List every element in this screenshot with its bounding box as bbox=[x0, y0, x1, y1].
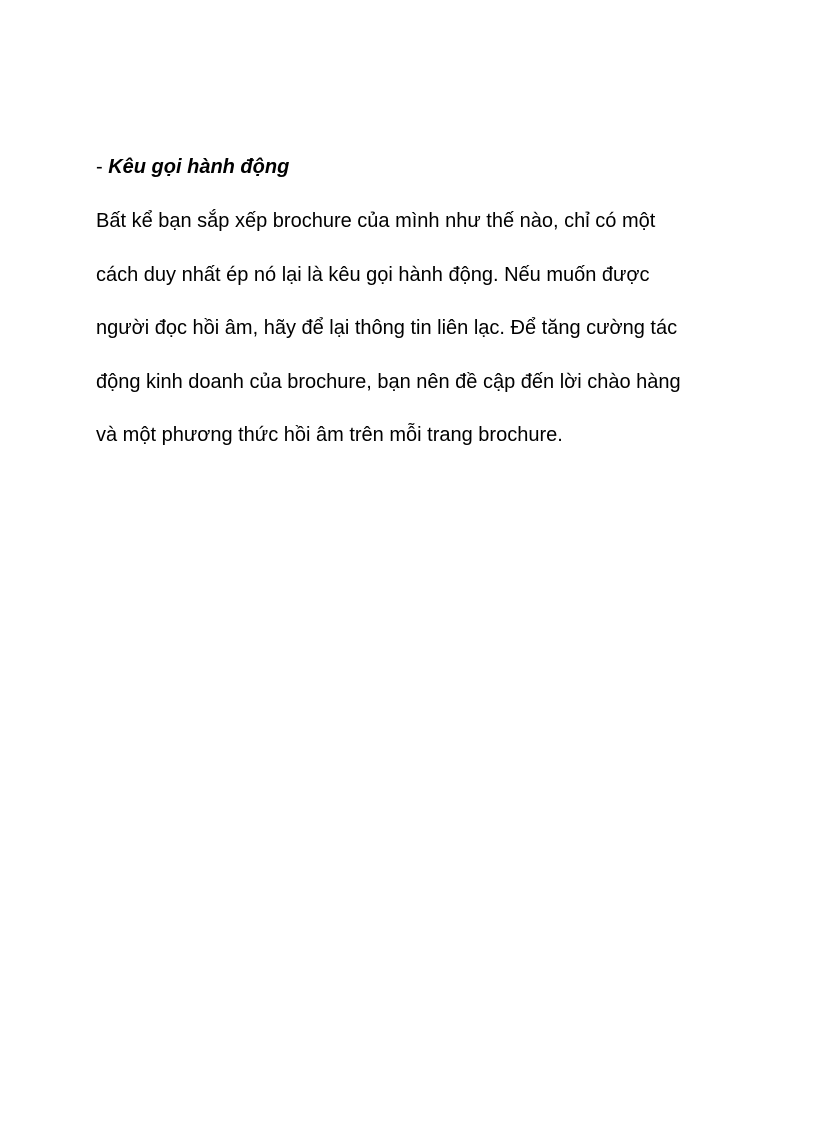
heading-title: Kêu gọi hành động bbox=[108, 156, 290, 178]
body-paragraph bbox=[96, 204, 736, 472]
paragraph-line: và một phương thức hồi âm trên mỗi trang brochure. bbox=[96, 424, 563, 446]
section-heading bbox=[96, 150, 736, 184]
heading-dash: - bbox=[96, 156, 109, 178]
paragraph-line: Bất kể bạn sắp xếp brochure của mình như thế nào, chỉ có một bbox=[96, 210, 656, 232]
paragraph-line: cách duy nhất ép nó lại là kêu gọi hành động. Nếu muốn được bbox=[96, 263, 650, 286]
paragraph-line: người đọc hồi âm, hãy để lại thông tin liên lạc. Để tăng cường tác bbox=[96, 317, 678, 339]
paragraph-line: động kinh doanh của brochure, bạn nên đề cập đến lời chào hàng bbox=[96, 370, 681, 393]
document-body bbox=[96, 150, 736, 472]
